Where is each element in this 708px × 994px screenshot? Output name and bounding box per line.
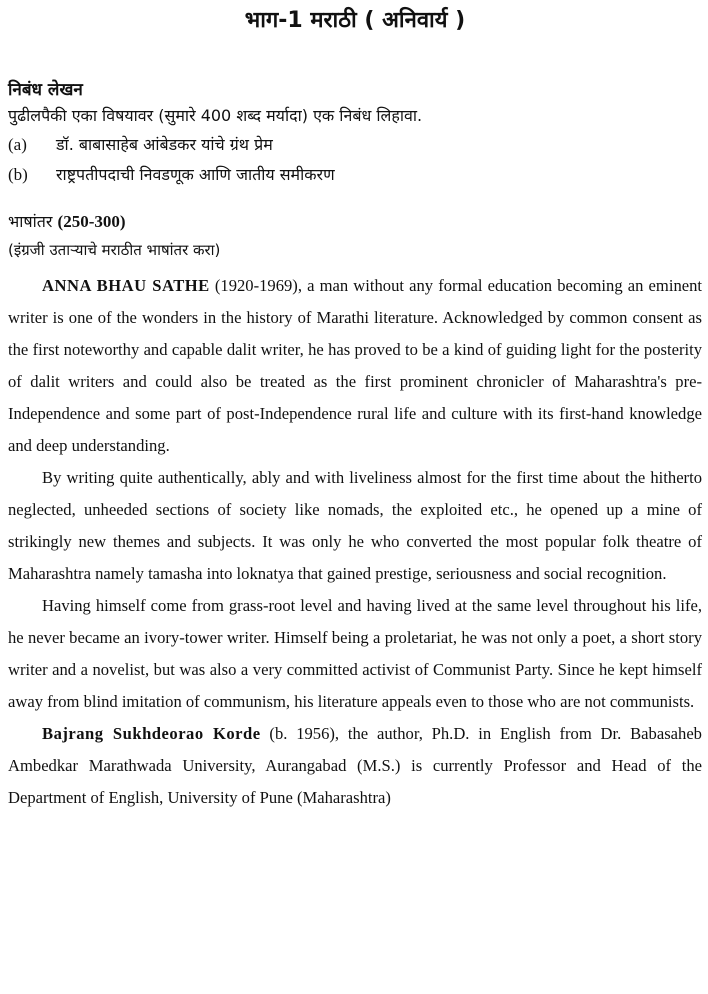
paragraph-lead: ANNA BHAU SATHE (42, 276, 210, 295)
translation-note: (इंग्रजी उताऱ्याचे मराठीत भाषांतर करा) (8, 241, 221, 259)
passage-paragraph-2 (8, 462, 702, 590)
passage (8, 270, 702, 814)
option-label: (a) (8, 135, 27, 154)
essay-option-b (8, 160, 702, 190)
passage-paragraph-4 (8, 718, 702, 814)
translation-range: (250-300) (57, 212, 126, 231)
essay-option-a (8, 130, 702, 160)
passage-paragraph-3 (8, 590, 702, 718)
essay-instruction: पुढीलपैकी एका विषयावर (सुमारे 400 शब्द मर्यादा) एक निबंध लिहावा. (8, 106, 423, 125)
paragraph-lead: Bajrang Sukhdeorao Korde (42, 724, 261, 743)
page-title: भाग-1 मराठी ( अनिवार्य ) (244, 8, 466, 33)
paragraph-text: (1920-1969), a man without any formal education becoming an eminent writer is one of the wonders in the history of Marathi literature. Acknowledged by common consent as the first noteworthy and capable dalit writer, he has proved to be a kind of guiding light for the posterity of dalit writers and could also be treated as the first prominent chronicler of Maharashtra's pre-Independence and some part of post-Independence rural life and culture with its first-hand knowledge and deep understanding. (8, 276, 703, 455)
paragraph-text: Having himself come from grass-root level and having lived at the same level throughout his life, he never became an ivory-tower writer. Himself being a proletariat, he was not only a poet, a short story writer and a novelist, but was also a very committed activist of Communist Party. Since he kept himself away from blind imitation of communism, his literature appeals even to those who are not communists. (8, 596, 702, 711)
option-label: (b) (8, 165, 28, 184)
essay-heading: निबंध लेखन (8, 80, 83, 100)
translation-heading-label: भाषांतर (8, 212, 53, 231)
passage-paragraph-1 (8, 270, 702, 462)
paragraph-text: By writing quite authentically, ably and with liveliness almost for the first time about the hitherto neglected, unheeded sections of society like nomads, the exploited etc., he opened up a mine of strikingly new themes and subjects. It was only he who converted the most popular folk theatre of Maharashtra namely tamasha into loknatya that gained prestige, seriousness and social recognition. (8, 468, 702, 583)
translation-heading (8, 208, 702, 236)
option-text: डॉ. बाबासाहेब आंबेडकर यांचे ग्रंथ प्रेम (56, 135, 273, 154)
paragraph-text: (b. 1956), the author, Ph.D. in English from Dr. Babasaheb Ambedkar Marathwada University, Aurangabad (M.S.) is currently Professor and Head of the Department of English, University of Pune (Maharashtra) (8, 724, 702, 807)
option-text: राष्ट्रपतीपदाची निवडणूक आणि जातीय समीकरण (56, 165, 335, 184)
